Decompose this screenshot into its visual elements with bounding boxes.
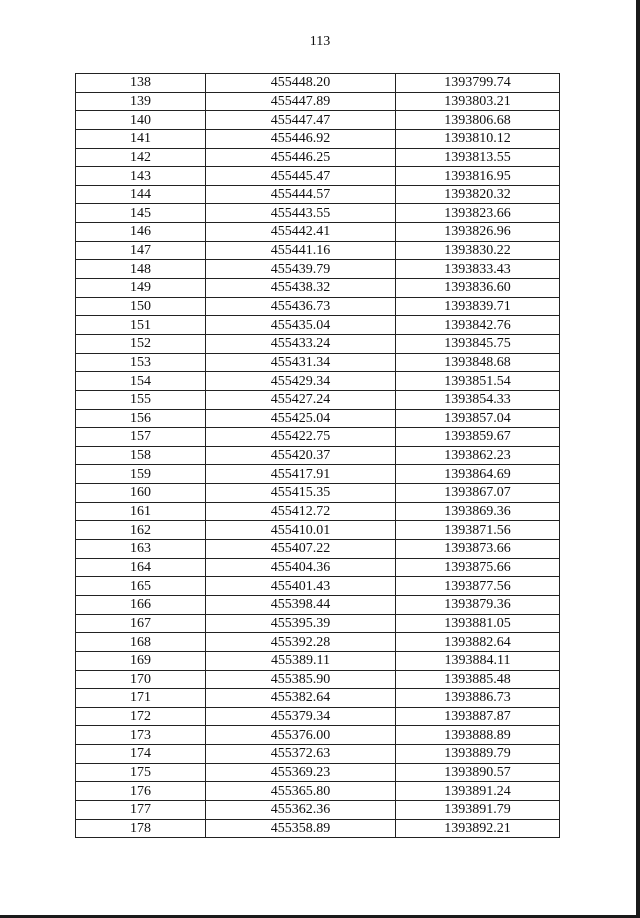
x-coordinate-cell: 455429.34 [206, 372, 396, 391]
y-coordinate-cell: 1393879.36 [396, 595, 560, 614]
point-number-cell: 157 [76, 428, 206, 447]
y-coordinate-cell: 1393873.66 [396, 540, 560, 559]
x-coordinate-cell: 455372.63 [206, 745, 396, 764]
coordinates-table [75, 73, 560, 838]
table-row [76, 428, 560, 447]
table-row [76, 316, 560, 335]
y-coordinate-cell: 1393842.76 [396, 316, 560, 335]
point-number-cell: 162 [76, 521, 206, 540]
y-coordinate-cell: 1393869.36 [396, 502, 560, 521]
x-coordinate-cell: 455369.23 [206, 763, 396, 782]
x-coordinate-cell: 455404.36 [206, 558, 396, 577]
point-number-cell: 166 [76, 595, 206, 614]
y-coordinate-cell: 1393854.33 [396, 390, 560, 409]
table-row [76, 279, 560, 298]
table-row [76, 409, 560, 428]
x-coordinate-cell: 455407.22 [206, 540, 396, 559]
y-coordinate-cell: 1393884.11 [396, 651, 560, 670]
y-coordinate-cell: 1393836.60 [396, 279, 560, 298]
y-coordinate-cell: 1393871.56 [396, 521, 560, 540]
y-coordinate-cell: 1393891.24 [396, 782, 560, 801]
point-number-cell: 174 [76, 745, 206, 764]
point-number-cell: 160 [76, 484, 206, 503]
x-coordinate-cell: 455443.55 [206, 204, 396, 223]
x-coordinate-cell: 455422.75 [206, 428, 396, 447]
x-coordinate-cell: 455358.89 [206, 819, 396, 838]
y-coordinate-cell: 1393845.75 [396, 334, 560, 353]
point-number-cell: 173 [76, 726, 206, 745]
table-row [76, 540, 560, 559]
point-number-cell: 155 [76, 390, 206, 409]
table-row [76, 614, 560, 633]
y-coordinate-cell: 1393848.68 [396, 353, 560, 372]
point-number-cell: 146 [76, 223, 206, 242]
point-number-cell: 153 [76, 353, 206, 372]
x-coordinate-cell: 455410.01 [206, 521, 396, 540]
point-number-cell: 165 [76, 577, 206, 596]
table-row [76, 689, 560, 708]
table-row [76, 502, 560, 521]
x-coordinate-cell: 455435.04 [206, 316, 396, 335]
y-coordinate-cell: 1393859.67 [396, 428, 560, 447]
x-coordinate-cell: 455448.20 [206, 74, 396, 93]
y-coordinate-cell: 1393867.07 [396, 484, 560, 503]
y-coordinate-cell: 1393806.68 [396, 111, 560, 130]
y-coordinate-cell: 1393830.22 [396, 241, 560, 260]
table-row [76, 782, 560, 801]
y-coordinate-cell: 1393881.05 [396, 614, 560, 633]
page-edge-right [636, 0, 640, 918]
point-number-cell: 167 [76, 614, 206, 633]
x-coordinate-cell: 455376.00 [206, 726, 396, 745]
point-number-cell: 138 [76, 74, 206, 93]
x-coordinate-cell: 455392.28 [206, 633, 396, 652]
x-coordinate-cell: 455415.35 [206, 484, 396, 503]
point-number-cell: 149 [76, 279, 206, 298]
point-number-cell: 164 [76, 558, 206, 577]
point-number-cell: 172 [76, 707, 206, 726]
table-row [76, 353, 560, 372]
table-row [76, 111, 560, 130]
point-number-cell: 177 [76, 800, 206, 819]
x-coordinate-cell: 455362.36 [206, 800, 396, 819]
x-coordinate-cell: 455446.92 [206, 129, 396, 148]
point-number-cell: 156 [76, 409, 206, 428]
y-coordinate-cell: 1393877.56 [396, 577, 560, 596]
x-coordinate-cell: 455438.32 [206, 279, 396, 298]
x-coordinate-cell: 455444.57 [206, 185, 396, 204]
table-row [76, 800, 560, 819]
y-coordinate-cell: 1393820.32 [396, 185, 560, 204]
y-coordinate-cell: 1393839.71 [396, 297, 560, 316]
y-coordinate-cell: 1393803.21 [396, 92, 560, 111]
table-row [76, 446, 560, 465]
table-row [76, 74, 560, 93]
y-coordinate-cell: 1393799.74 [396, 74, 560, 93]
x-coordinate-cell: 455365.80 [206, 782, 396, 801]
point-number-cell: 140 [76, 111, 206, 130]
x-coordinate-cell: 455395.39 [206, 614, 396, 633]
y-coordinate-cell: 1393864.69 [396, 465, 560, 484]
point-number-cell: 171 [76, 689, 206, 708]
table-row [76, 204, 560, 223]
x-coordinate-cell: 455389.11 [206, 651, 396, 670]
x-coordinate-cell: 455425.04 [206, 409, 396, 428]
y-coordinate-cell: 1393887.87 [396, 707, 560, 726]
table-row [76, 633, 560, 652]
table-row [76, 819, 560, 838]
point-number-cell: 144 [76, 185, 206, 204]
y-coordinate-cell: 1393823.66 [396, 204, 560, 223]
y-coordinate-cell: 1393882.64 [396, 633, 560, 652]
point-number-cell: 178 [76, 819, 206, 838]
x-coordinate-cell: 455441.16 [206, 241, 396, 260]
y-coordinate-cell: 1393885.48 [396, 670, 560, 689]
x-coordinate-cell: 455447.89 [206, 92, 396, 111]
point-number-cell: 169 [76, 651, 206, 670]
point-number-cell: 158 [76, 446, 206, 465]
x-coordinate-cell: 455412.72 [206, 502, 396, 521]
y-coordinate-cell: 1393857.04 [396, 409, 560, 428]
table-row [76, 260, 560, 279]
x-coordinate-cell: 455401.43 [206, 577, 396, 596]
point-number-cell: 145 [76, 204, 206, 223]
table-row [76, 241, 560, 260]
x-coordinate-cell: 455442.41 [206, 223, 396, 242]
table-row [76, 745, 560, 764]
table-row [76, 92, 560, 111]
table-row [76, 726, 560, 745]
x-coordinate-cell: 455436.73 [206, 297, 396, 316]
table-row [76, 484, 560, 503]
table-row [76, 167, 560, 186]
table-row [76, 390, 560, 409]
y-coordinate-cell: 1393813.55 [396, 148, 560, 167]
point-number-cell: 175 [76, 763, 206, 782]
page-number: 113 [309, 34, 331, 49]
table-row [76, 223, 560, 242]
table-row [76, 595, 560, 614]
y-coordinate-cell: 1393891.79 [396, 800, 560, 819]
y-coordinate-cell: 1393892.21 [396, 819, 560, 838]
y-coordinate-cell: 1393889.79 [396, 745, 560, 764]
y-coordinate-cell: 1393851.54 [396, 372, 560, 391]
table-row [76, 297, 560, 316]
x-coordinate-cell: 455446.25 [206, 148, 396, 167]
table-row [76, 372, 560, 391]
y-coordinate-cell: 1393890.57 [396, 763, 560, 782]
y-coordinate-cell: 1393826.96 [396, 223, 560, 242]
table-row [76, 577, 560, 596]
table-row [76, 558, 560, 577]
y-coordinate-cell: 1393888.89 [396, 726, 560, 745]
point-number-cell: 141 [76, 129, 206, 148]
table-row [76, 129, 560, 148]
y-coordinate-cell: 1393875.66 [396, 558, 560, 577]
x-coordinate-cell: 455439.79 [206, 260, 396, 279]
x-coordinate-cell: 455445.47 [206, 167, 396, 186]
x-coordinate-cell: 455433.24 [206, 334, 396, 353]
table-row [76, 651, 560, 670]
point-number-cell: 161 [76, 502, 206, 521]
x-coordinate-cell: 455398.44 [206, 595, 396, 614]
point-number-cell: 148 [76, 260, 206, 279]
point-number-cell: 159 [76, 465, 206, 484]
coordinates-table-body [76, 74, 560, 838]
x-coordinate-cell: 455382.64 [206, 689, 396, 708]
x-coordinate-cell: 455427.24 [206, 390, 396, 409]
point-number-cell: 151 [76, 316, 206, 335]
point-number-cell: 152 [76, 334, 206, 353]
point-number-cell: 154 [76, 372, 206, 391]
table-row [76, 763, 560, 782]
table-row [76, 670, 560, 689]
point-number-cell: 170 [76, 670, 206, 689]
x-coordinate-cell: 455385.90 [206, 670, 396, 689]
x-coordinate-cell: 455447.47 [206, 111, 396, 130]
table-row [76, 148, 560, 167]
x-coordinate-cell: 455379.34 [206, 707, 396, 726]
point-number-cell: 139 [76, 92, 206, 111]
y-coordinate-cell: 1393816.95 [396, 167, 560, 186]
x-coordinate-cell: 455431.34 [206, 353, 396, 372]
point-number-cell: 143 [76, 167, 206, 186]
y-coordinate-cell: 1393810.12 [396, 129, 560, 148]
point-number-cell: 147 [76, 241, 206, 260]
table-row [76, 334, 560, 353]
point-number-cell: 142 [76, 148, 206, 167]
table-row [76, 521, 560, 540]
table-row [76, 465, 560, 484]
point-number-cell: 168 [76, 633, 206, 652]
y-coordinate-cell: 1393862.23 [396, 446, 560, 465]
point-number-cell: 163 [76, 540, 206, 559]
table-row [76, 707, 560, 726]
x-coordinate-cell: 455417.91 [206, 465, 396, 484]
y-coordinate-cell: 1393833.43 [396, 260, 560, 279]
point-number-cell: 176 [76, 782, 206, 801]
y-coordinate-cell: 1393886.73 [396, 689, 560, 708]
x-coordinate-cell: 455420.37 [206, 446, 396, 465]
point-number-cell: 150 [76, 297, 206, 316]
table-row [76, 185, 560, 204]
